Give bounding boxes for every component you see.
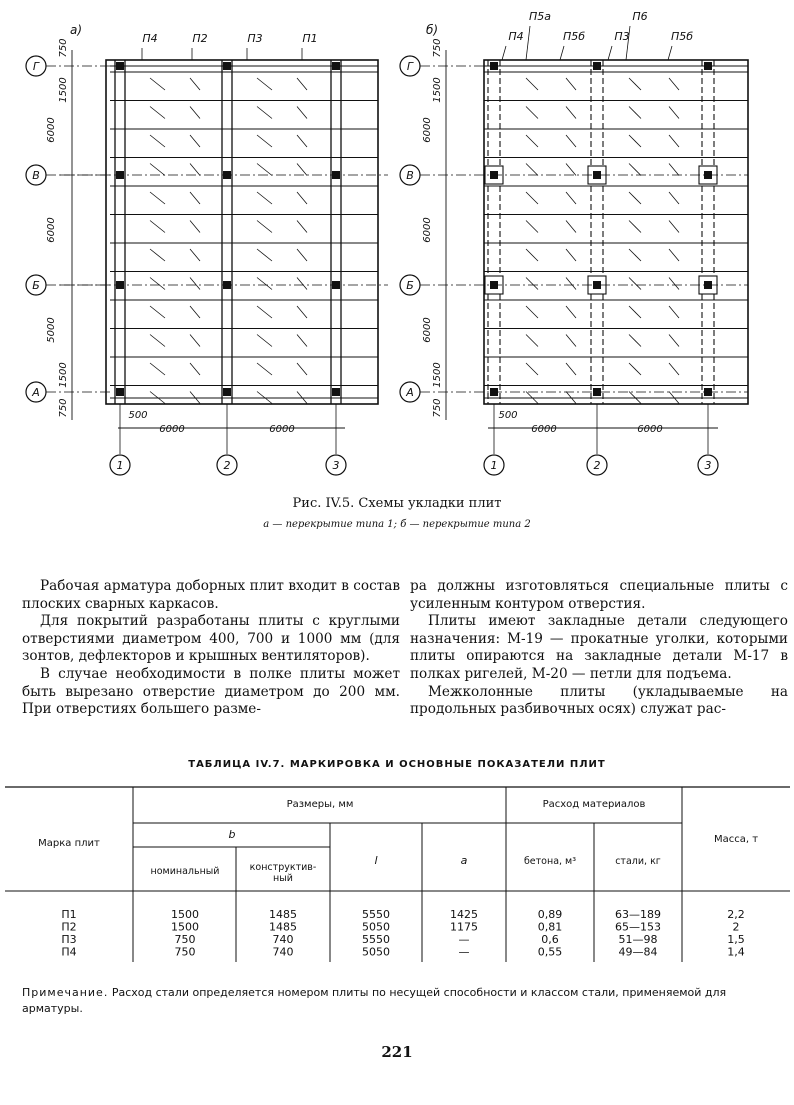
tie-mark <box>566 335 576 347</box>
tie-mark <box>257 192 272 204</box>
table-cell: 2,2 <box>727 908 745 921</box>
tie-mark <box>669 164 679 176</box>
axis-label: А <box>406 386 414 399</box>
table-cell: П1 <box>61 908 77 921</box>
tie-mark <box>150 164 165 176</box>
table-cell: 1500 <box>171 908 199 921</box>
tie-mark <box>257 107 272 119</box>
tie-mark <box>297 306 307 318</box>
tie-mark <box>190 164 200 176</box>
header-constructive: конструктив-ный <box>249 862 317 884</box>
tie-mark <box>629 192 641 204</box>
table-note <box>22 985 782 1017</box>
column-node <box>116 388 124 396</box>
tie-mark <box>526 249 538 261</box>
slab-frame <box>484 60 748 404</box>
table-title: ТАБЛИЦА IV.7. МАРКИРОВКА И ОСНОВНЫЕ ПОКАЗАТЕЛИ ПЛИТ <box>188 759 606 770</box>
slab-label: П2 <box>192 32 208 45</box>
axis-label: 3 <box>332 459 340 472</box>
tie-mark <box>190 192 200 204</box>
tie-mark <box>669 306 679 318</box>
tie-mark <box>669 192 679 204</box>
panel-a <box>26 23 388 475</box>
axis-label: Б <box>406 279 414 292</box>
tie-mark <box>526 107 538 119</box>
header-concrete: бетона, м³ <box>523 856 577 867</box>
tie-mark <box>257 135 272 147</box>
axis-label: 1 <box>116 459 124 472</box>
tie-mark <box>629 78 641 90</box>
table-cell: 2 <box>732 920 740 934</box>
tie-mark <box>190 363 200 375</box>
tie-mark <box>297 363 307 375</box>
tie-mark <box>297 192 307 204</box>
tie-mark <box>257 78 272 90</box>
table-body <box>61 908 744 959</box>
slab-label: П4 <box>142 32 158 45</box>
tie-mark <box>526 164 538 176</box>
table-cell: 49—84 <box>618 945 658 959</box>
tie-mark <box>190 278 200 290</box>
column-node <box>223 171 231 179</box>
axis-label: 2 <box>223 459 231 472</box>
text-column-left <box>22 578 400 719</box>
tie-mark <box>526 278 538 290</box>
dimension-label: 500 <box>128 410 148 421</box>
slab-label: П5а <box>528 10 552 23</box>
table-cell: 1500 <box>171 920 199 934</box>
table-cell: 1485 <box>269 908 297 921</box>
leader-line <box>526 26 530 60</box>
table-cell: — <box>458 945 470 959</box>
tie-mark <box>297 278 307 290</box>
paragraph: Межколонные плиты (укладываемые на продольных разбивочных осях) служат рас- <box>410 683 788 718</box>
table-cell: 740 <box>272 945 294 959</box>
table-cell: 5550 <box>362 908 390 921</box>
table-cell: 1425 <box>450 908 478 921</box>
panel-b <box>400 10 748 475</box>
tie-mark <box>629 107 641 119</box>
tie-mark <box>629 135 641 147</box>
table-cell: П2 <box>61 920 77 934</box>
dimension-label: 500 <box>498 410 518 421</box>
table-cell: — <box>458 933 470 946</box>
table-cell: 0,81 <box>537 920 563 934</box>
dimension-label: 6000 <box>422 117 433 143</box>
tie-mark <box>669 78 679 90</box>
tie-mark <box>297 164 307 176</box>
tie-mark <box>190 249 200 261</box>
dimension-label: 6000 <box>46 217 57 243</box>
slab-layout-figure <box>0 0 794 490</box>
slab-frame <box>106 60 378 404</box>
dimension-label: 750 <box>432 38 443 58</box>
dimension-label: 1500 <box>432 362 443 388</box>
tie-mark <box>150 107 165 119</box>
table-cell: 65—153 <box>615 920 661 934</box>
axis-label: 3 <box>704 459 712 472</box>
axis-label: Г <box>406 60 414 73</box>
dimension-label: 6000 <box>422 317 433 343</box>
axis-label: Б <box>32 279 40 292</box>
tie-mark <box>190 135 200 147</box>
tie-mark <box>669 363 679 375</box>
dimension-label: 750 <box>432 398 443 418</box>
dimension-label: 750 <box>58 398 69 418</box>
tie-mark <box>669 135 679 147</box>
leader-line <box>668 46 672 60</box>
tie-mark <box>257 249 272 261</box>
tie-mark <box>629 363 641 375</box>
table-cell: 1485 <box>269 920 297 934</box>
tie-mark <box>566 135 576 147</box>
header-a: a <box>460 854 468 867</box>
tie-mark <box>257 221 272 233</box>
tie-mark <box>150 363 165 375</box>
dimension-label: 6000 <box>46 117 57 143</box>
tie-mark <box>526 363 538 375</box>
text-column-right <box>410 578 788 719</box>
dimension-label: 1500 <box>58 362 69 388</box>
axis-label: В <box>406 169 414 182</box>
tie-mark <box>566 363 576 375</box>
leader-line <box>560 46 564 60</box>
tie-mark <box>150 192 165 204</box>
tie-mark <box>629 335 641 347</box>
header-materials: Расход материалов <box>542 799 646 810</box>
panel-label: а) <box>69 23 83 37</box>
tie-mark <box>297 135 307 147</box>
paragraph: Рабочая арматура доборных плит входит в состав плоских сварных каркасов. <box>22 578 400 612</box>
dimension-label: 750 <box>58 38 69 58</box>
tie-mark <box>257 335 272 347</box>
column-node <box>116 62 124 70</box>
tie-mark <box>190 306 200 318</box>
tie-mark <box>526 221 538 233</box>
tie-mark <box>629 221 641 233</box>
tie-mark <box>566 249 576 261</box>
slab-label: П5б <box>670 30 694 43</box>
tie-mark <box>297 335 307 347</box>
slab-table <box>0 774 794 974</box>
column-node <box>223 62 231 70</box>
tie-mark <box>190 78 200 90</box>
tie-mark <box>150 249 165 261</box>
tie-mark <box>257 306 272 318</box>
tie-mark <box>566 278 576 290</box>
tie-mark <box>257 363 272 375</box>
table-cell: 5050 <box>362 920 390 934</box>
header-steel: стали, кг <box>615 856 661 867</box>
tie-mark <box>150 335 165 347</box>
tie-mark <box>150 278 165 290</box>
slab-label: П3 <box>614 30 630 43</box>
table-cell: 750 <box>174 945 196 959</box>
tie-mark <box>629 249 641 261</box>
tie-mark <box>190 221 200 233</box>
tie-mark <box>566 306 576 318</box>
slab-label: П4 <box>508 30 524 43</box>
paragraph: ра должны изготовляться специальные плиты с усиленным контуром отверстия. <box>410 578 788 612</box>
slab-label: П6 <box>632 10 648 23</box>
tie-mark <box>526 192 538 204</box>
tie-mark <box>297 249 307 261</box>
header-nominal: номинальный <box>150 866 220 877</box>
tie-mark <box>629 278 641 290</box>
tie-mark <box>629 306 641 318</box>
table-cell: П4 <box>61 945 77 959</box>
leader-line <box>608 46 612 60</box>
table-cell: 63—189 <box>615 908 661 921</box>
dimension-label: 6000 <box>422 217 433 243</box>
column-node <box>332 171 340 179</box>
paragraph: Для покрытий разработаны плиты с круглыми отверстиями диаметром 400, 700 и 1000 мм (для зонтов, дефлекторов и крышных вентиляторов). <box>22 613 400 665</box>
column-node <box>332 281 340 289</box>
tie-mark <box>297 221 307 233</box>
table-cell: 0,55 <box>537 945 563 959</box>
dimension-label: 6000 <box>269 424 295 435</box>
tie-mark <box>190 335 200 347</box>
panel-label: б) <box>425 23 439 37</box>
tie-mark <box>566 107 576 119</box>
tie-mark <box>150 306 165 318</box>
paragraph: В случае необходимости в полке плиты может быть вырезано отверстие диаметром до 200 мм. При отверстиях большего разме- <box>22 665 400 718</box>
column-node <box>332 62 340 70</box>
column-node <box>116 171 124 179</box>
tie-mark <box>566 192 576 204</box>
slab-label: П1 <box>302 32 318 45</box>
table-cell: 750 <box>174 933 196 946</box>
tie-mark <box>566 78 576 90</box>
tie-mark <box>629 164 641 176</box>
dimension-label: 6000 <box>159 424 185 435</box>
paragraph: Плиты имеют закладные детали следующего назначения: М-19 — прокатные уголки, которыми плиты опираются на закладные детали М-17 в полках ригелей, М-20 — петли для подъема. <box>410 613 788 682</box>
column-node <box>223 281 231 289</box>
header-b: b <box>228 828 236 841</box>
header-l: l <box>374 854 378 867</box>
dimension-label: 6000 <box>531 424 557 435</box>
slab-label: П3 <box>247 32 263 45</box>
tie-mark <box>297 107 307 119</box>
tie-mark <box>526 78 538 90</box>
tie-mark <box>669 107 679 119</box>
note-text: Расход стали определяется номером плиты по несущей способности и классом стали, применяемой для арматуры. <box>22 986 727 1015</box>
tie-mark <box>257 278 272 290</box>
header-mark: Марка плит <box>38 838 100 849</box>
column-node <box>223 388 231 396</box>
dimension-label: 5000 <box>46 317 57 343</box>
table-cell: 51—98 <box>618 933 658 946</box>
figure-caption: Рис. IV.5. Схемы укладки плит <box>292 496 502 511</box>
axis-label: А <box>32 386 40 399</box>
page-number: 221 <box>381 1043 413 1061</box>
tie-mark <box>669 249 679 261</box>
note-label: Примечание. <box>22 986 109 999</box>
tie-mark <box>566 221 576 233</box>
column-node <box>332 388 340 396</box>
tie-mark <box>257 164 272 176</box>
table-cell: 0,89 <box>537 908 563 921</box>
tie-mark <box>150 78 165 90</box>
figure-subcaption: а — перекрытие типа 1; б — перекрытие типа 2 <box>263 519 531 530</box>
table-cell: 5050 <box>362 945 390 959</box>
tie-mark <box>669 221 679 233</box>
tie-mark <box>669 278 679 290</box>
tie-mark <box>669 335 679 347</box>
axis-label: В <box>32 169 40 182</box>
dimension-label: 1500 <box>58 77 69 103</box>
slab-label: П5б <box>562 30 586 43</box>
tie-mark <box>190 107 200 119</box>
table-cell: 1,4 <box>727 945 745 959</box>
table-cell: 5550 <box>362 933 390 946</box>
column-node <box>116 281 124 289</box>
tie-mark <box>526 335 538 347</box>
header-sizes: Размеры, мм <box>286 799 354 810</box>
axis-label: 1 <box>490 459 498 472</box>
tie-mark <box>150 135 165 147</box>
table-cell: 1175 <box>450 920 478 934</box>
tie-mark <box>526 306 538 318</box>
table-cell: П3 <box>61 933 77 946</box>
table-cell: 1,5 <box>727 933 745 946</box>
tie-mark <box>150 221 165 233</box>
axis-label: Г <box>32 60 40 73</box>
axis-label: 2 <box>593 459 601 472</box>
tie-mark <box>526 135 538 147</box>
tie-mark <box>566 164 576 176</box>
table-cell: 0,6 <box>541 933 559 946</box>
tie-mark <box>297 78 307 90</box>
leader-line <box>502 46 506 60</box>
dimension-label: 1500 <box>432 77 443 103</box>
header-mass: Масса, т <box>713 834 759 845</box>
table-cell: 740 <box>272 933 294 946</box>
dimension-label: 6000 <box>637 424 663 435</box>
